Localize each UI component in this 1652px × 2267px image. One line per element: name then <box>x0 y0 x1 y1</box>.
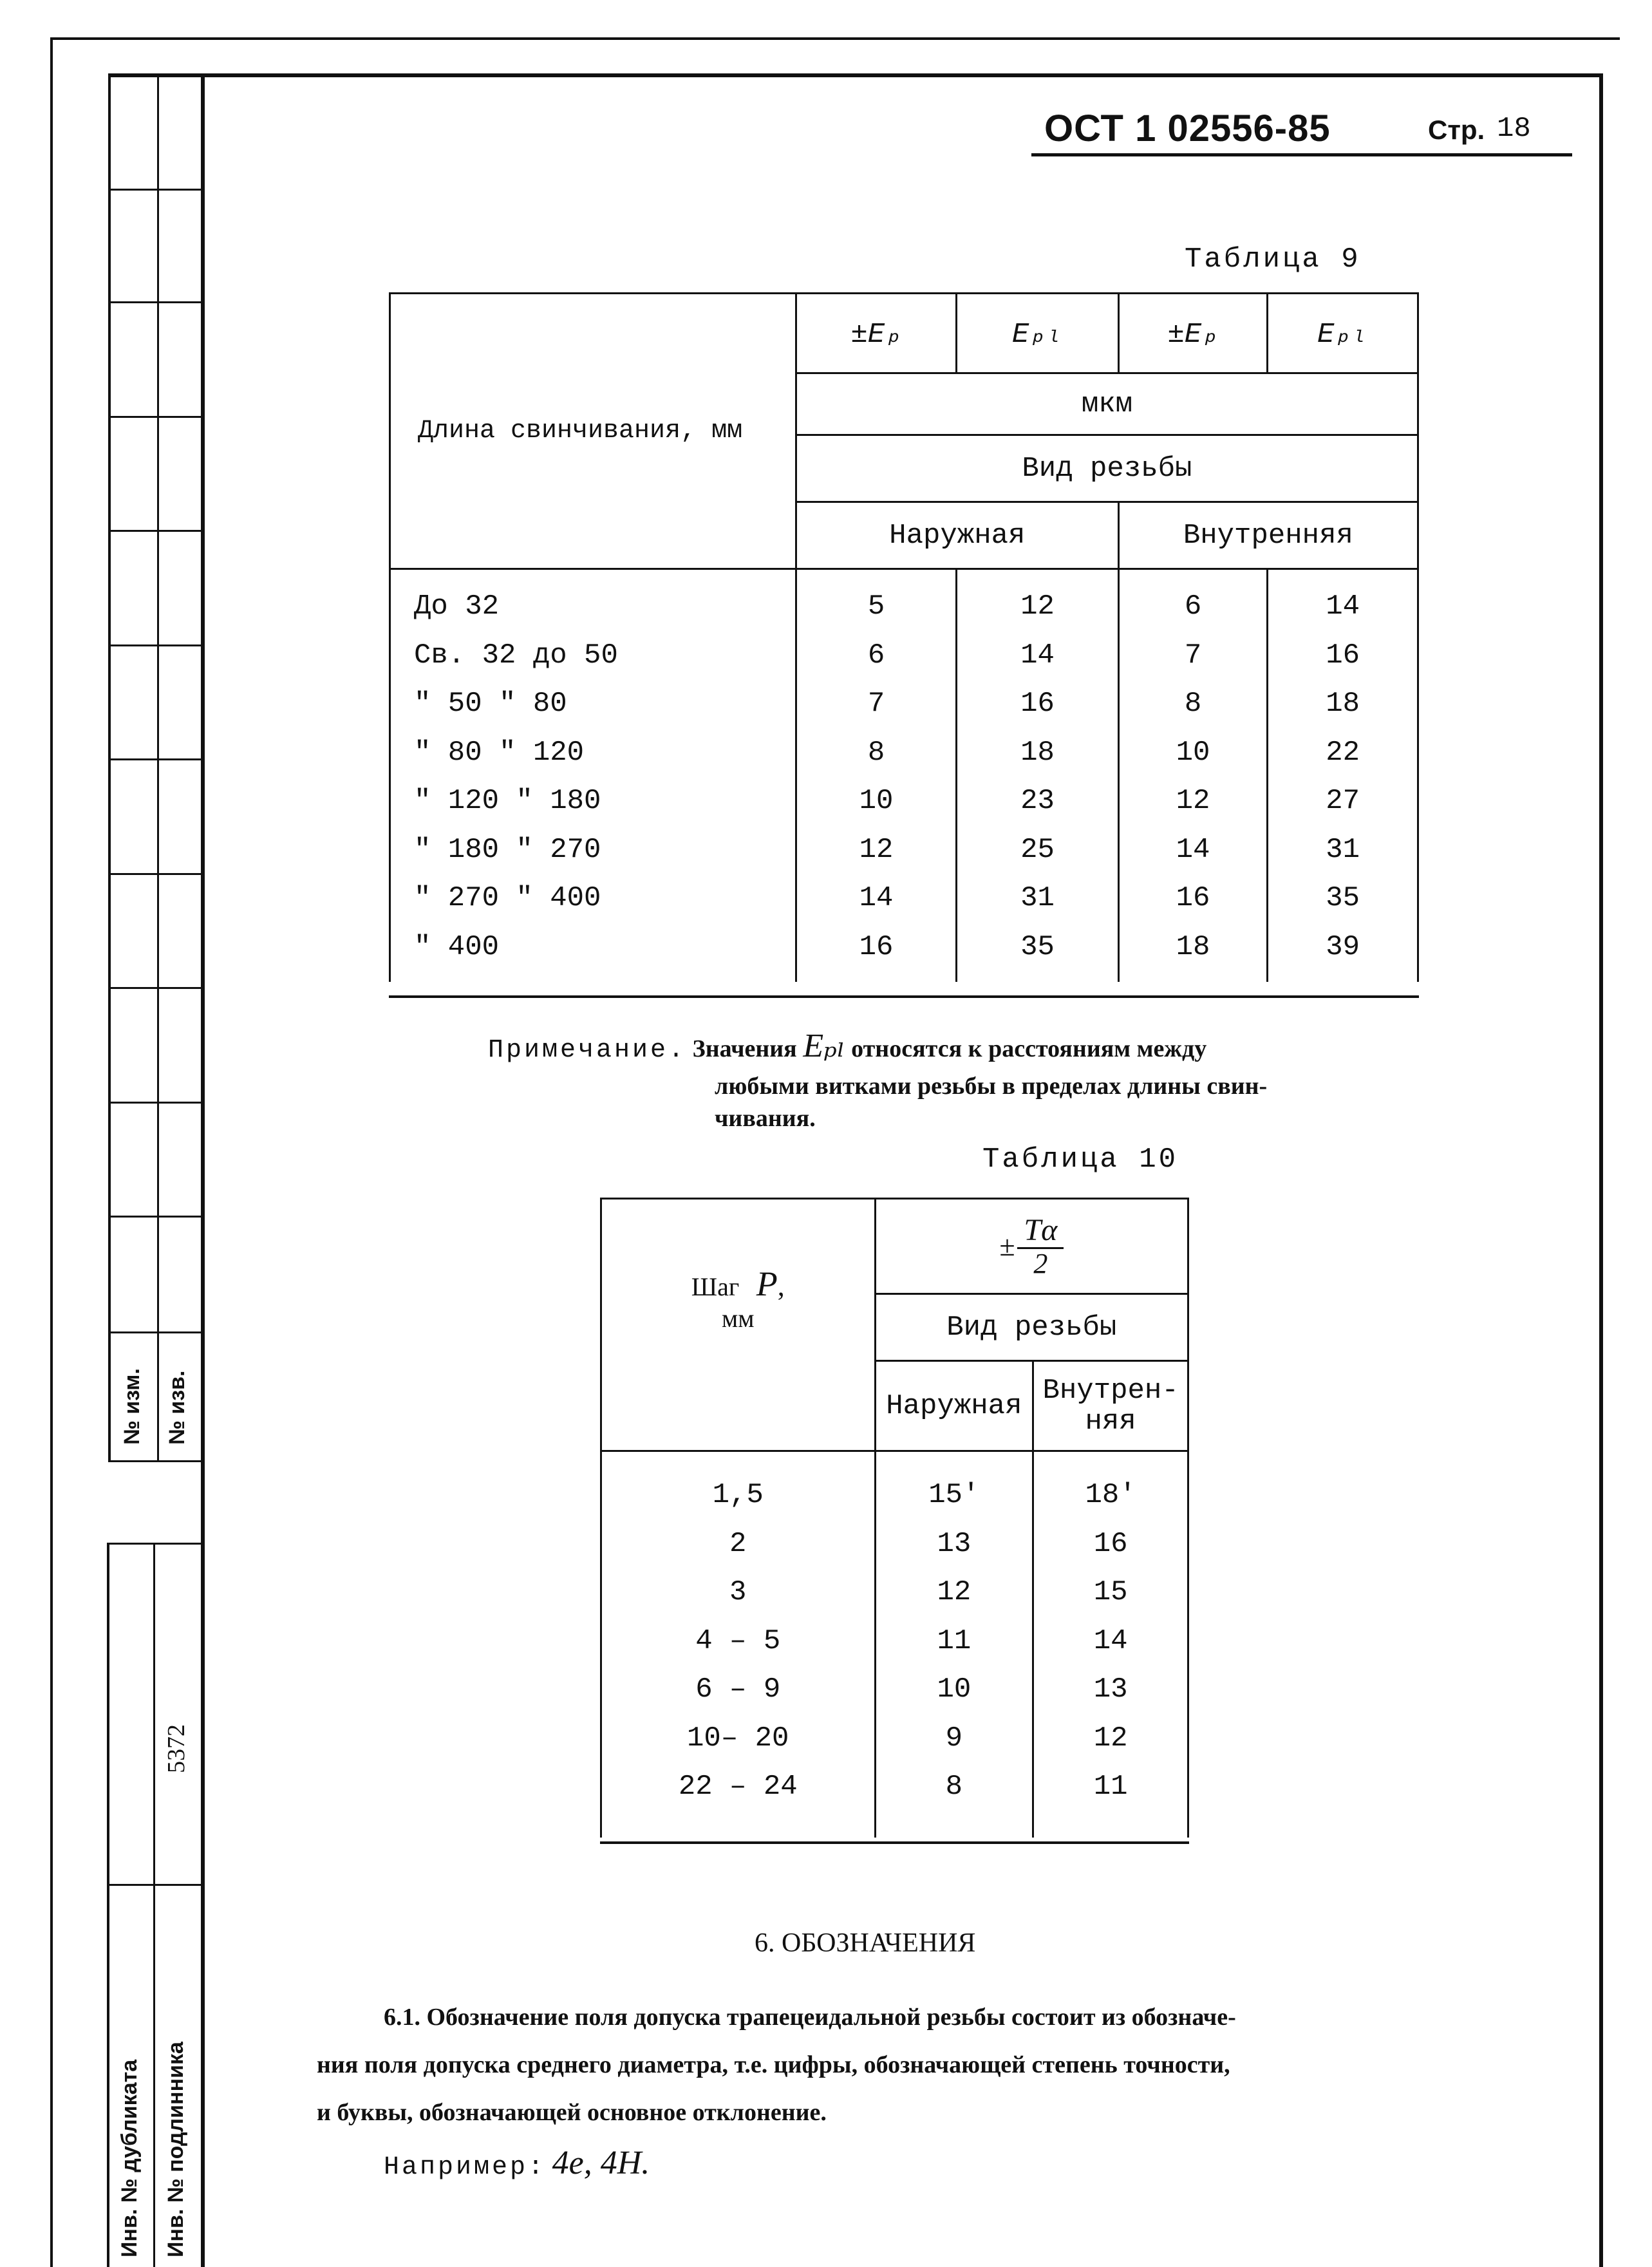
document-number: ОСТ 1 02556-85 <box>1044 108 1331 149</box>
table10-cell: 8 <box>945 1771 963 1803</box>
table9-cell: 6 <box>1184 590 1202 623</box>
table10-cell: 11 <box>1093 1771 1128 1803</box>
note-block <box>488 1030 1454 1134</box>
table9-cell: 25 <box>1020 833 1055 866</box>
table10-body <box>601 1451 1188 1838</box>
table9-cell: 10 <box>859 785 894 817</box>
table10-step-symbol: P <box>756 1265 778 1303</box>
table9-cell: 16 <box>859 930 894 963</box>
table10-external: Наружная <box>875 1361 1033 1451</box>
table9-cell: 39 <box>1326 930 1360 963</box>
table9-length: До 32 <box>414 590 500 623</box>
table10-pitch: 6 – 9 <box>695 1673 781 1706</box>
change-number-label: № изм. <box>120 1368 144 1445</box>
table10-pitch: 1,5 <box>712 1479 764 1511</box>
table9-symbol-4: Eₚₗ <box>1268 294 1418 373</box>
table9-row-header: Длина свинчивания, мм <box>390 294 796 569</box>
table9-cell: 35 <box>1326 882 1360 914</box>
table9-cell: 23 <box>1020 785 1055 817</box>
table10-internal-line1: Внутрен- <box>1042 1374 1179 1407</box>
paragraph-line2: ния поля допуска среднего диаметра, т.е. цифры, обозначающей степень точности, <box>317 2051 1230 2078</box>
table10-pitch: 4 – 5 <box>695 1624 781 1657</box>
strip-right-border <box>201 76 205 2267</box>
table9-length: Св. 32 до 50 <box>414 639 618 672</box>
table9-body <box>390 569 1418 983</box>
table9-cell: 31 <box>1326 833 1360 866</box>
table9-cell: 14 <box>1326 590 1360 623</box>
table9-cell: 31 <box>1020 882 1055 914</box>
table9-cell: 8 <box>1184 688 1202 720</box>
table10-row-header: Шаг P, мм <box>601 1199 876 1451</box>
table9-cell: 12 <box>1176 785 1210 817</box>
original-inventory-label: Инв. № подлинника <box>164 2042 188 2257</box>
table10-cell: 9 <box>945 1722 963 1754</box>
side-stamp-strip <box>108 76 205 2267</box>
table10-pitch: 10– 20 <box>687 1722 789 1754</box>
table9-cell: 7 <box>867 688 885 720</box>
strip-div <box>108 873 202 875</box>
table10-symbol <box>875 1199 1188 1294</box>
example-value: 4e, 4H. <box>552 2145 650 2181</box>
example-label: Например: <box>384 2153 547 2182</box>
table9-internal: Внутренняя <box>1118 502 1418 569</box>
table10-cell: 15 <box>1093 1576 1128 1608</box>
table9 <box>389 292 1419 982</box>
table9-cell: 14 <box>859 882 894 914</box>
lower-strip-left-border <box>107 1543 109 2267</box>
table10-symbol-numerator: Tα <box>1017 1214 1064 1249</box>
section-paragraph <box>317 1993 1540 2198</box>
inner-frame-top <box>108 73 1603 77</box>
table9-symbol-1: ±Eₚ <box>796 294 956 373</box>
outer-frame-left <box>50 37 53 2267</box>
header-underline <box>1031 153 1572 156</box>
table9-external: Наружная <box>796 502 1118 569</box>
table9-cell: 27 <box>1326 785 1360 817</box>
lower-strip-top <box>107 1543 202 1545</box>
table9-length: ″ 80 ″ 120 <box>414 736 585 769</box>
table10-cell: 13 <box>1093 1673 1128 1706</box>
table10-cell: 18′ <box>1085 1479 1136 1511</box>
table9-caption: Таблица 9 <box>1185 243 1361 276</box>
example-line <box>317 2136 1540 2198</box>
duplicate-inventory-label: Инв. № дубликата <box>117 2059 142 2257</box>
table10-caption: Таблица 10 <box>982 1143 1179 1176</box>
table9-thread-kind: Вид резьбы <box>796 435 1418 502</box>
paragraph-line1: 6.1. Обозначение поля допуска трапецеидальной резьбы состоит из обозначе- <box>384 2004 1236 2031</box>
table10-internal-line2: няя <box>1085 1405 1136 1438</box>
table10-internal <box>1033 1361 1188 1451</box>
page-number: 18 <box>1497 113 1531 145</box>
table9-length: ″ 50 ″ 80 <box>414 688 567 720</box>
table9-unit: мкм <box>796 373 1418 435</box>
note-text-after: относятся к расстояниям между <box>851 1035 1207 1062</box>
table10-cell: 11 <box>937 1624 971 1657</box>
section-title: 6. ОБОЗНАЧЕНИЯ <box>755 1928 976 1958</box>
table9-cell: 6 <box>867 639 885 672</box>
table10-pitch: 2 <box>729 1527 747 1560</box>
table10-bottom-border <box>600 1841 1189 1844</box>
strip-div <box>108 1460 202 1462</box>
strip-div <box>108 301 202 303</box>
strip-mid-border <box>157 76 159 1460</box>
table9-cell: 12 <box>859 833 894 866</box>
lower-strip-mid-border <box>153 1543 155 2267</box>
table9-cell: 10 <box>1176 736 1210 769</box>
table10 <box>600 1198 1189 1838</box>
note-line2: любыми витками резьбы в пределах длины свин- <box>715 1073 1268 1100</box>
table9-cell: 7 <box>1184 639 1202 672</box>
table9-cell: 18 <box>1326 688 1360 720</box>
paragraph-line3: и буквы, обозначающей основное отклонение. <box>317 2099 827 2126</box>
strip-div <box>108 1216 202 1218</box>
table9-length: ″ 270 ″ 400 <box>414 882 601 914</box>
note-symbol: Eₚₗ <box>803 1028 845 1064</box>
table10-pitch: 3 <box>729 1576 747 1608</box>
table9-cell: 16 <box>1326 639 1360 672</box>
table9-cell: 14 <box>1020 639 1055 672</box>
table10-cell: 16 <box>1093 1527 1128 1560</box>
table9-cell: 14 <box>1176 833 1210 866</box>
table9-cell: 5 <box>867 590 885 623</box>
table9-cell: 22 <box>1326 736 1360 769</box>
table9-bottom-border <box>389 995 1419 998</box>
note-line3: чивания. <box>715 1105 816 1132</box>
strip-div <box>108 644 202 646</box>
page-label: Стр. <box>1428 115 1485 145</box>
table10-step-label: Шаг <box>691 1272 740 1301</box>
table10-pitch: 22 – 24 <box>678 1771 798 1803</box>
table10-cell: 12 <box>937 1576 971 1608</box>
strip-div <box>108 758 202 760</box>
note-text-before: Значения <box>692 1035 797 1062</box>
table9-cell: 12 <box>1020 590 1055 623</box>
table9-length: ″ 120 ″ 180 <box>414 785 601 817</box>
table9-cell: 35 <box>1020 930 1055 963</box>
inner-frame-right <box>1599 73 1603 2267</box>
table10-unit: мм <box>721 1304 755 1333</box>
inv-number-value: 5372 <box>163 1724 190 1773</box>
table10-cell: 12 <box>1093 1722 1128 1754</box>
notice-number-label: № изв. <box>165 1370 189 1445</box>
table10-symbol-sign: ± <box>999 1230 1015 1262</box>
strip-div <box>108 530 202 532</box>
table9-length: ″ 180 ″ 270 <box>414 833 601 866</box>
strip-div <box>108 987 202 989</box>
strip-div <box>108 1331 202 1333</box>
table9-cell: 16 <box>1020 688 1055 720</box>
lower-strip-div <box>107 1884 202 1886</box>
table9-cell: 8 <box>867 736 885 769</box>
table9-cell: 18 <box>1020 736 1055 769</box>
strip-div <box>108 416 202 418</box>
strip-div <box>108 1102 202 1104</box>
table9-symbol-3: ±Eₚ <box>1118 294 1268 373</box>
strip-div <box>108 189 202 191</box>
table9-cell: 18 <box>1176 930 1210 963</box>
table10-cell: 14 <box>1093 1624 1128 1657</box>
outer-frame-top <box>50 37 1620 40</box>
table9-symbol-2: Eₚₗ <box>957 294 1118 373</box>
table10-thread-kind: Вид резьбы <box>875 1294 1188 1361</box>
note-label: Примечание. <box>488 1036 687 1065</box>
table9-length: ″ 400 <box>414 930 500 963</box>
table10-cell: 15′ <box>928 1479 980 1511</box>
table10-cell: 10 <box>937 1673 971 1706</box>
strip-left-border <box>108 76 111 1460</box>
table10-cell: 13 <box>937 1527 971 1560</box>
table10-symbol-denominator: 2 <box>1033 1248 1048 1279</box>
table9-cell: 16 <box>1176 882 1210 914</box>
